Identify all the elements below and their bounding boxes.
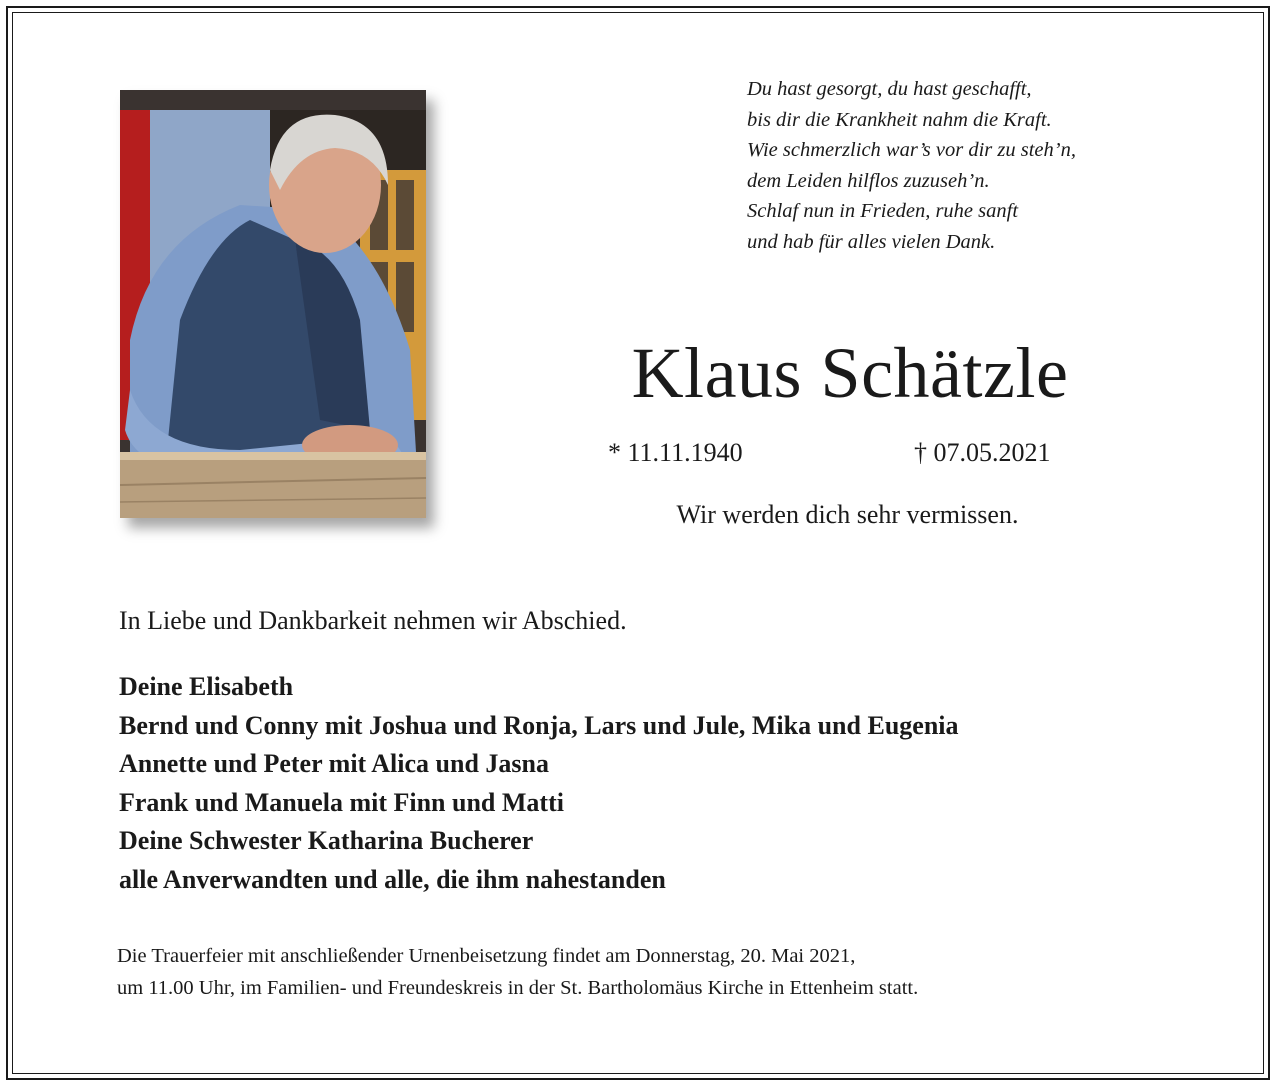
- death-date: † 07.05.2021: [914, 438, 1051, 467]
- family-line: Annette und Peter mit Alica und Jasna: [119, 749, 549, 778]
- family-line: Deine Elisabeth: [119, 672, 294, 701]
- family-line: Frank und Manuela mit Finn und Matti: [119, 787, 564, 817]
- farewell-line: In Liebe und Dankbarkeit nehmen wir Abschied.: [119, 606, 627, 635]
- memorial-message: Wir werden dich sehr vermissen.: [676, 500, 1019, 529]
- birth-date: * 11.11.1940: [608, 438, 743, 467]
- portrait-photo: [120, 90, 426, 518]
- poem-line: dem Leiden hilflos zuzuseh’n.: [747, 169, 990, 192]
- family-line: Deine Schwester Katharina Bucherer: [119, 826, 534, 855]
- service-info: [117, 940, 918, 1004]
- poem-line: und hab für alles vielen Dank.: [747, 230, 996, 253]
- service-line: um 11.00 Uhr, im Familien- und Freundeskreis in der St. Bartholomäus Kirche in Ettenheim statt.: [117, 977, 919, 999]
- poem: [747, 74, 1227, 257]
- family-line: Bernd und Conny mit Joshua und Ronja, Lars und Jule, Mika und Eugenia: [119, 710, 959, 740]
- deceased-name: Klaus Schätzle: [631, 333, 1069, 413]
- poem-line: Wie schmerzlich war’s vor dir zu steh’n,: [747, 139, 1076, 161]
- service-line: Die Trauerfeier mit anschließender Urnenbeisetzung findet am Donnerstag, 20. Mai 2021,: [117, 945, 856, 967]
- poem-line: Du hast gesorgt, du hast geschafft,: [747, 78, 1032, 100]
- poem-line: bis dir die Krankheit nahm die Kraft.: [747, 108, 1052, 131]
- family-list: [119, 668, 959, 899]
- poem-line: Schlaf nun in Frieden, ruhe sanft: [747, 200, 1019, 222]
- family-line: alle Anverwandten und alle, die ihm nahestanden: [119, 864, 666, 894]
